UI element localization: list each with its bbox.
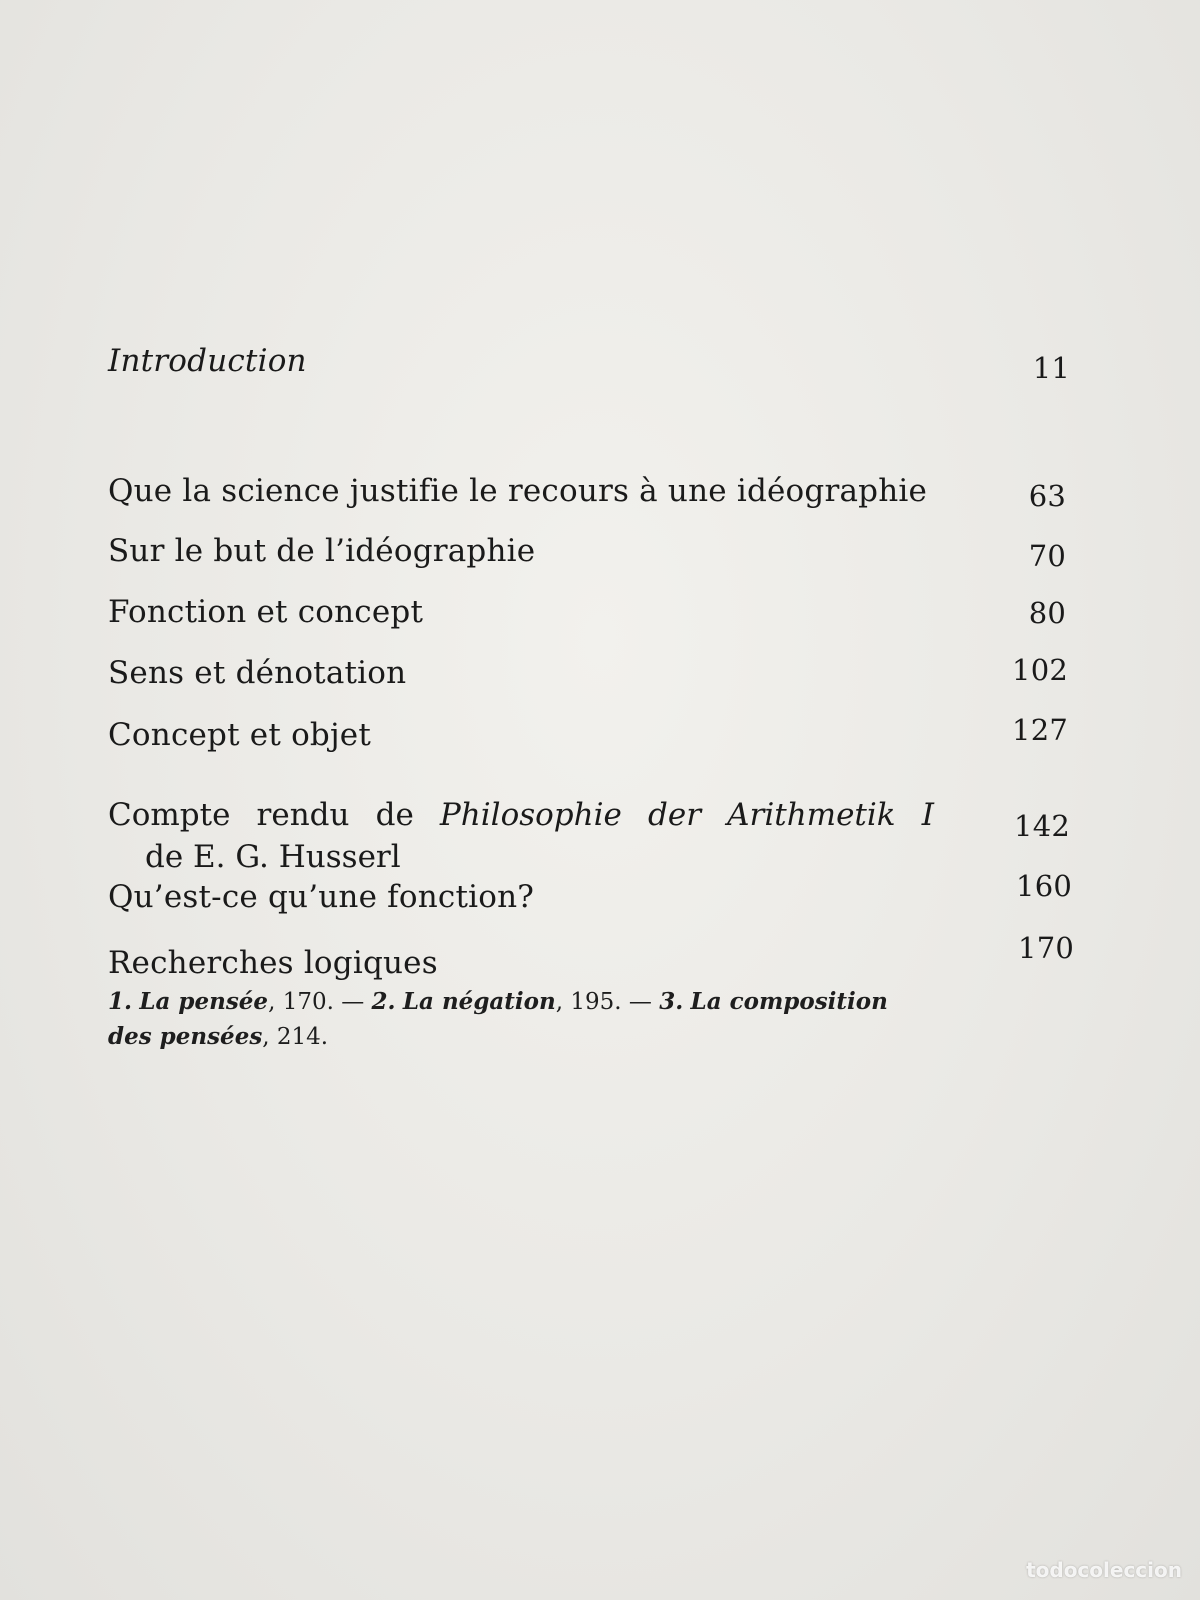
toc-word: Compte: [108, 797, 231, 833]
toc-entry-husserl-line2: de E. G. Husserl: [145, 839, 401, 875]
toc-entry-title: Concept et objet: [108, 717, 371, 753]
toc-word-italic: I: [921, 797, 934, 833]
toc-entry-page: 102: [1012, 653, 1068, 687]
sub-title: La négation: [402, 988, 556, 1015]
toc-entry-title: Sens et dénotation: [108, 655, 407, 691]
toc-entry-husserl-line1: [108, 797, 934, 833]
toc-entry-page: 127: [1012, 713, 1068, 747]
toc-entry-title: Introduction: [108, 343, 307, 379]
sub-number: 2.: [371, 988, 396, 1015]
toc-subentries: [108, 985, 938, 1054]
toc-entry-title: Fonction et concept: [108, 594, 424, 630]
toc-word: de: [375, 797, 414, 833]
sub-page: , 195. —: [555, 989, 660, 1015]
sub-title: La pensée: [139, 988, 269, 1015]
toc-entry-page: 63: [1028, 479, 1066, 513]
toc-entry-title: Qu’est-ce qu’une fonction?: [108, 879, 535, 915]
sub-page: , 214.: [262, 1023, 329, 1050]
toc-entry-title: Que la science justifie le recours à une idéographie: [108, 473, 928, 509]
toc-entry-page: 11: [1032, 351, 1070, 385]
toc-entry-page: 80: [1028, 596, 1066, 630]
toc-entry-page: 142: [1014, 809, 1070, 843]
watermark: todocoleccion: [1026, 1558, 1182, 1582]
toc-entry-title: Sur le but de l’idéographie: [108, 533, 536, 569]
toc-word-italic: Arithmetik: [727, 797, 896, 833]
toc-word-italic: der: [648, 797, 702, 833]
toc-entry-page: 70: [1028, 539, 1066, 573]
toc-entry-page: 170: [1018, 931, 1074, 965]
sub-title: La composition des pensées: [108, 988, 888, 1050]
toc-word-italic: Philosophie: [439, 797, 622, 833]
toc-entry-title: Recherches logiques: [108, 945, 438, 981]
toc-word: rendu: [256, 797, 350, 833]
sub-number: 3.: [659, 988, 684, 1015]
toc-entry-page: 160: [1016, 869, 1072, 903]
sub-number: 1.: [108, 988, 133, 1015]
sub-page: , 170. —: [268, 989, 372, 1015]
